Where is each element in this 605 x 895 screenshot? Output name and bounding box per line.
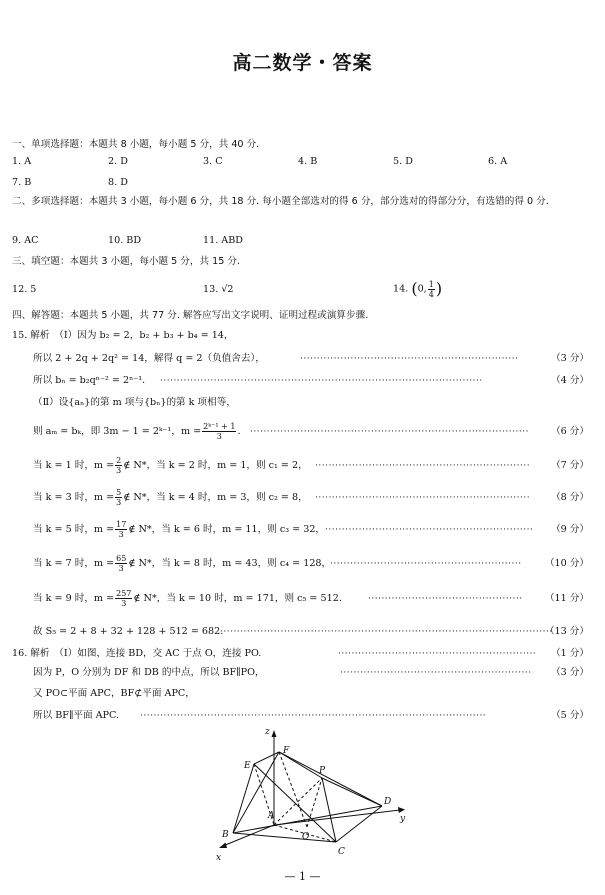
- edge-BD: [233, 806, 382, 833]
- q16-score-1: （1 分）: [551, 648, 589, 659]
- q15-score-3: （6 分）: [551, 426, 589, 437]
- q15-score-6: （9 分）: [551, 524, 589, 535]
- answer-6: 6. A: [488, 156, 508, 167]
- answer-14-prefix: 14.: [393, 283, 412, 295]
- z-axis-arrow: [272, 730, 277, 737]
- q15-line-9: 当 k = 7 时，m = $\frac{65}{3}$ ∉ N*，当 k = 8 时，m = 43，则 c₄ = 128，: [33, 554, 332, 573]
- section2-heading: 二、多项选择题：本题共 3 小题，每小题 6 分，共 18 分. 每小题全部选对的得 6 分，部分选对的得部分分，有选错的得 0 分.: [12, 196, 549, 207]
- q16-line-3: 又 PO⊂平面 APC，BF⊄平面 APC，: [33, 688, 195, 699]
- q15-score-4: （7 分）: [551, 460, 589, 471]
- section4-heading: 四、解答题：本题共 5 小题，共 77 分. 解答应写出文字说明、证明过程或演算步骤.: [12, 310, 369, 321]
- label-P: P: [319, 766, 326, 776]
- x-axis-arrow: [219, 843, 227, 849]
- label-D: D: [384, 797, 392, 807]
- y-axis-arrow: [398, 807, 405, 813]
- answer-14-zero: 0: [417, 283, 424, 295]
- q15-score-8: （11 分）: [544, 593, 589, 604]
- edge-PC: [322, 778, 336, 842]
- q16-line-1: 16. 解析 （Ⅰ）如图，连接 BD，交 AC 于点 O，连接 PO.: [12, 648, 262, 659]
- edge-CD: [336, 806, 382, 842]
- answer-8: 8. D: [108, 177, 128, 188]
- q15-line-4: （Ⅱ）设{aₙ}的第 m 项与{bₙ}的第 k 项相等，: [33, 397, 236, 408]
- answer-4: 4. B: [298, 156, 318, 167]
- answer-5: 5. D: [393, 156, 413, 167]
- answer-13: [203, 284, 234, 296]
- q16-line-2: 因为 P，O 分别为 DF 和 DB 的中点，所以 BF∥PO，: [33, 667, 265, 678]
- label-O: O: [302, 832, 310, 842]
- q15-score-1: （3 分）: [551, 353, 589, 364]
- answer-7: 7. B: [12, 177, 32, 188]
- q15-score-2: （4 分）: [551, 375, 589, 386]
- answer-14-fraction: $\frac{1}{4}$: [428, 279, 434, 299]
- edge-EB: [233, 764, 254, 833]
- label-x: x: [216, 853, 222, 863]
- label-C: C: [338, 847, 345, 857]
- answer-3: 3. C: [203, 156, 223, 167]
- edge-FD: [279, 752, 382, 806]
- q15-score-5: （8 分）: [551, 492, 589, 503]
- q15-score-7: （10 分）: [544, 558, 589, 569]
- answer-9: 9. AC: [12, 235, 39, 246]
- page-title: 高二数学・答案: [232, 52, 373, 74]
- answer-14: 14. (0, $\frac{1}{4}$ ): [393, 279, 443, 299]
- answer-1: 1. A: [12, 156, 32, 167]
- y-axis: [274, 810, 400, 825]
- q16-score-3: （5 分）: [551, 710, 589, 721]
- edge-BC: [233, 833, 336, 842]
- q16-score-2: （3 分）: [551, 667, 589, 678]
- q16-line-4: 所以 BF∥平面 APC.: [33, 710, 120, 721]
- q15-line-10: 当 k = 9 时，m = $\frac{257}{3}$ ∉ N*，当 k = 10 时，m = 171，则 c₅ = 512.: [33, 589, 342, 608]
- edge-PD: [322, 778, 382, 806]
- label-z: z: [265, 727, 270, 737]
- label-y: y: [400, 814, 406, 824]
- answer-12: 12. 5: [12, 284, 37, 295]
- q15-line-7: 当 k = 3 时，m = $\frac{5}{3}$ ∉ N*，当 k = 4 时，m = 3，则 c₂ = 8，: [33, 488, 308, 507]
- page-number: — 1 —: [284, 870, 321, 883]
- q15-line-6: 当 k = 1 时，m = $\frac{2}{3}$ ∉ N*，当 k = 2 时，m = 1，则 c₁ = 2，: [33, 456, 308, 475]
- answer-11: 11. ABD: [203, 235, 243, 246]
- geometry-figure: [195, 722, 420, 864]
- section1-heading: 一、单项选择题：本题共 8 小题，每小题 5 分，共 40 分.: [12, 139, 260, 150]
- answer-2: 2. D: [108, 156, 128, 167]
- q15-line-11: 故 S₅ = 2 + 8 + 32 + 128 + 512 = 682.: [33, 626, 224, 637]
- label-F: F: [283, 746, 290, 756]
- answer-10: 10. BD: [108, 235, 142, 246]
- q15-line-2: 所以 2 + 2q + 2q² = 14，解得 q = 2（负值舍去），: [33, 353, 265, 364]
- q15-line-8: 当 k = 5 时，m = $\frac{17}{3}$ ∉ N*，当 k = 6 时，m = 11，则 c₃ = 32，: [33, 520, 326, 539]
- label-E: E: [244, 761, 251, 771]
- answer-13-value: √2: [221, 284, 234, 295]
- label-B: B: [222, 830, 229, 840]
- q15-line-3: 所以 bₙ = b₂qⁿ⁻² = 2ⁿ⁻¹.: [33, 375, 146, 386]
- answer-13-prefix: 13.: [203, 284, 222, 295]
- q15-score-9: （13 分）: [544, 626, 589, 637]
- label-A: A: [268, 811, 275, 821]
- q15-line-5: 则 aₘ = bₖ，即 3m − 1 = 2ᵏ⁻¹，m = $\frac{\text{2ᵏ⁻¹ + 1}}{3}$ .: [33, 422, 241, 441]
- section3-heading: 三、填空题：本题共 3 小题，每小题 5 分，共 15 分.: [12, 256, 241, 267]
- q15-line-1: 15. 解析 （Ⅰ）因为 b₂ = 2，b₂ + b₃ + b₄ = 14，: [12, 330, 234, 341]
